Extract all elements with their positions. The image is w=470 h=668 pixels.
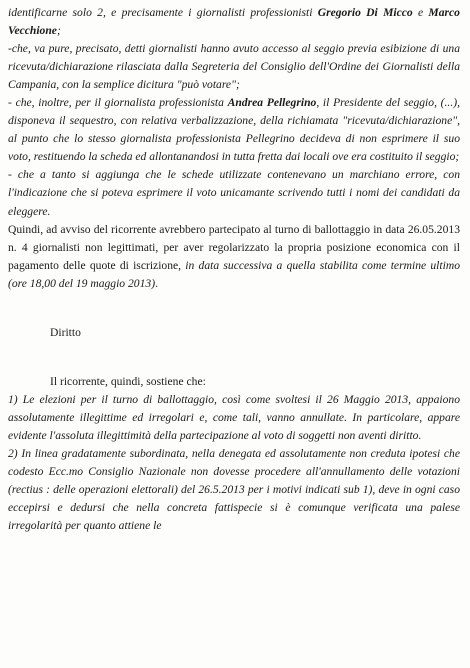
text-segment: Quindi, ad avviso del ricorrente avrebbero partecipato al turno di ballottaggio in data 26.05.2013 n. 4 giornalisti non legittimati, per aver regolarizzato la propria posizione economica con il pagamento delle quote di iscrizione, bbox=[8, 222, 460, 272]
paragraph-claimant-intro: Il ricorrente, quindi, sostiene che: bbox=[50, 374, 206, 388]
journalist-name: Andrea Pellegrino bbox=[227, 96, 317, 110]
paragraph-journalists-identified bbox=[8, 4, 460, 40]
text-segment: identificarne solo 2, e precisamente i giornalisti professionisti bbox=[8, 6, 318, 19]
paragraph-ballot-error: - che a tanto si aggiunga che le schede utilizzate contenevano un marchiano errore, con l'indicazione che si poteva esprimere il voto unicamante scrivendo tutti i nomi dei candidati da eleggere. bbox=[8, 168, 460, 218]
text-segment: ; bbox=[56, 24, 61, 38]
text-segment: , il Presidente del seggio, (...), disponeva il sequestro, con relativa verbalizzazione, della richiamata "ricevuta/dichiarazione", al punto che lo stesso giornalista professionista Pellegrino decideva di non esprimere il suo voto, restituendo la scheda ed allontanandosi in tutta fretta dai locali ove era costituito il seggio; bbox=[8, 96, 460, 164]
paragraph-pellegrino bbox=[8, 94, 460, 166]
text-segment: . bbox=[155, 276, 158, 290]
text-segment-italic: in data successiva a quella stabilita come termine ultimo (ore 18,00 del 19 maggio 2013) bbox=[8, 258, 460, 290]
journalist-name: Gregorio Di Micco bbox=[317, 6, 413, 19]
paragraph-conclusion bbox=[8, 221, 460, 293]
journalist-name: Marco Vecchione bbox=[8, 6, 460, 38]
document-body bbox=[8, 4, 460, 535]
section-heading-diritto: Diritto bbox=[50, 325, 81, 339]
paragraph-claim-1: 1) Le elezioni per il turno di ballottaggio, così come svoltesi il 26 Maggio 2013, appaiono assolutamente illegittime ed irregolari e, come tali, vanno annullate. In particolare, appare evidente l'assoluta illegittimità della partecipazione al voto di soggetti non aventi diritto. bbox=[8, 392, 460, 442]
paragraph-claim-2: 2) In linea gradatamente subordinata, nella denegata ed assolutamente non creduta ipotesi che codesto Ecc.mo Consiglio Nazionale non dovesse procedere all'annullamento delle votazioni (rectius : delle operazioni elettorali) del 26.5.2013 per i motivi indicati sub 1), deve in ogni caso eccepirsi e dedursi che nella concreta fattispecie si è comunque verificata una palese irregolarità per quanto attiene le bbox=[8, 446, 460, 533]
paragraph-seggio-access: -che, va pure, precisato, detti giornalisti hanno avuto accesso al seggio previa esibizione di una ricevuta/dichiarazione rilasciata dalla Segreteria del Consiglio dell'Ordine dei Giornalisti della Campania, con la semplice dicitura "può votare"; bbox=[8, 42, 460, 92]
spacer bbox=[8, 342, 460, 373]
spacer bbox=[8, 293, 460, 324]
text-segment: e bbox=[412, 6, 429, 19]
text-segment: - che, inoltre, per il giornalista professionista bbox=[8, 96, 228, 110]
